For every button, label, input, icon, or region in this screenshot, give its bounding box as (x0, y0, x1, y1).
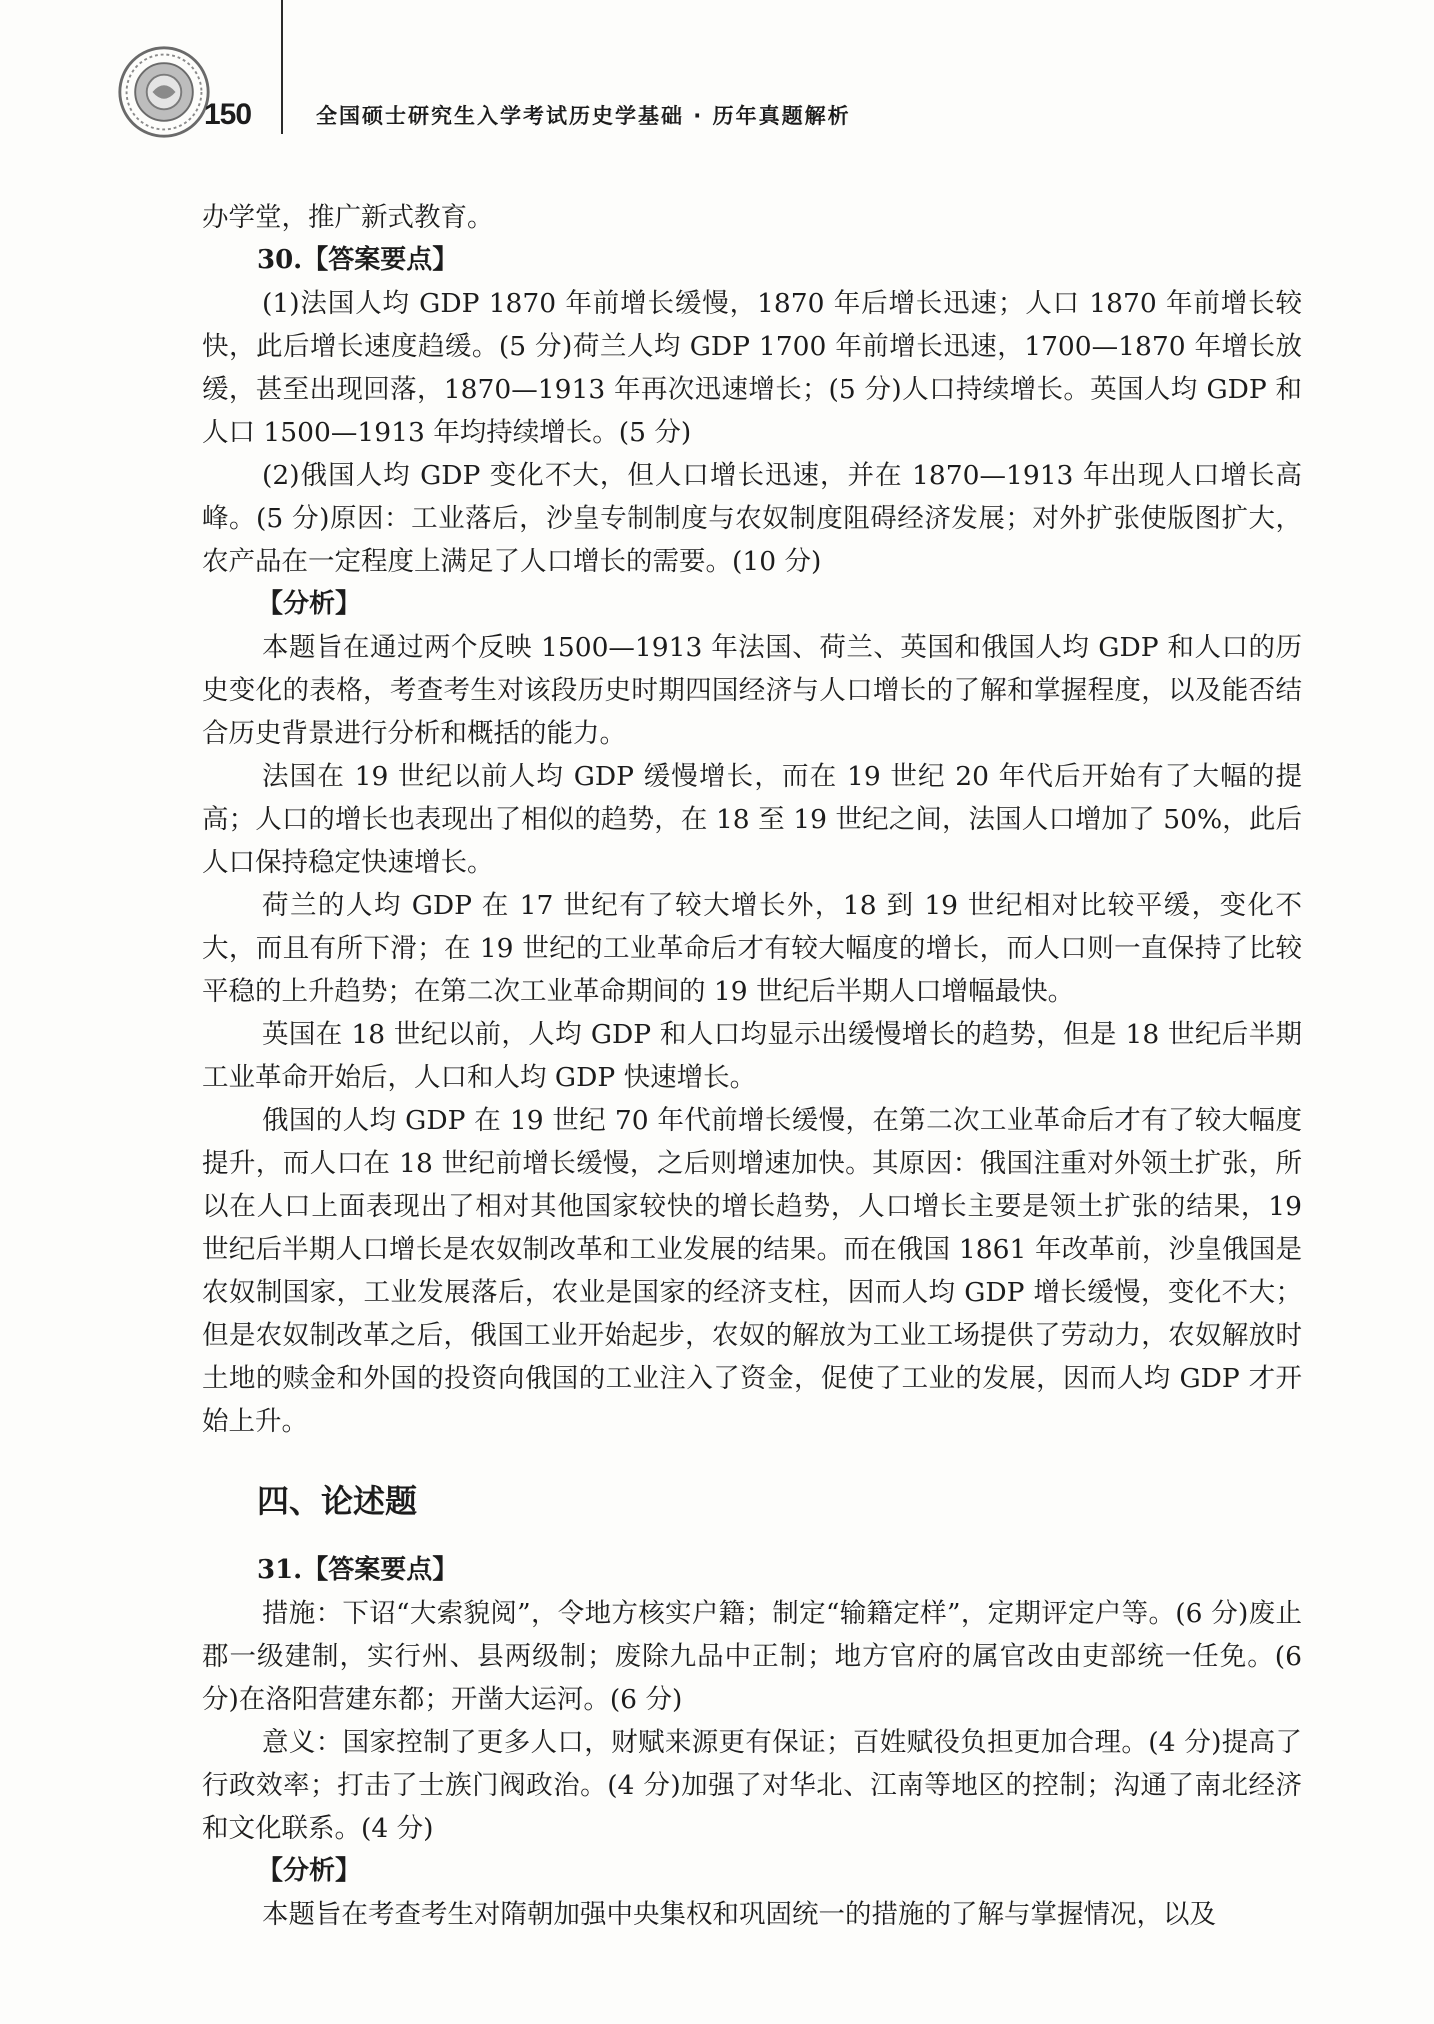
paragraph: 办学堂，推广新式教育。 (202, 202, 494, 233)
answer-heading: 31.【答案要点】 (257, 1555, 459, 1585)
answer-heading: 【分析】 (257, 589, 362, 619)
seal-emblem-icon (116, 44, 212, 140)
answer-heading: 【分析】 (257, 1856, 362, 1886)
paragraph: 措施：下诏“大索貌阅”，令地方核实户籍；制定“输籍定样”，定期评定户等。(6 分)废止郡一级建制，实行州、县两级制；废除九品中正制；地方官府的属官改由吏部统一任免。(6 分)在洛阳营建东都；开凿大运河。(6 分) (202, 1598, 1302, 1715)
paragraph: 法国在 19 世纪以前人均 GDP 缓慢增长，而在 19 世纪 20 年代后开始有了大幅的提高；人口的增长也表现出了相似的趋势，在 18 至 19 世纪之间，法国人口增加了 50%，此后人口保持稳定快速增长。 (202, 761, 1302, 878)
paragraph: (1)法国人均 GDP 1870 年前增长缓慢，1870 年后增长迅速；人口 1870 年前增长较快，此后增长速度趋缓。(5 分)荷兰人均 GDP 1700 年前增长迅速，1700—1870 年增长放缓，甚至出现回落，1870—1913 年再次迅速增长；(5 分)人口持续增长。英国人均 GDP 和人口 1500—1913 年均持续增长。(5 分) (202, 288, 1302, 448)
running-title: 全国硕士研究生入学考试历史学基础 · 历年真题解析 (316, 104, 851, 128)
section-title: 四、论述题 (257, 1482, 418, 1520)
paragraph: (2)俄国人均 GDP 变化不大，但人口增长迅速，并在 1870—1913 年出现人口增长高峰。(5 分)原因：工业落后，沙皇专制制度与农奴制度阻碍经济发展；对外扩张使版图扩大，农产品在一定程度上满足了人口增长的需要。(10 分) (202, 460, 1302, 577)
page-number: 150 (204, 98, 252, 131)
paragraph: 意义：国家控制了更多人口，财赋来源更有保证；百姓赋役负担更加合理。(4 分)提高了行政效率；打击了士族门阀政治。(4 分)加强了对华北、江南等地区的控制；沟通了南北经济和文化联系。(4 分) (202, 1727, 1302, 1844)
paragraph: 荷兰的人均 GDP 在 17 世纪有了较大增长外，18 到 19 世纪相对比较平缓，变化不大，而且有所下滑；在 19 世纪的工业革命后才有较大幅度的增长，而人口则一直保持了比较平稳的上升趋势；在第二次工业革命期间的 19 世纪后半期人口增幅最快。 (202, 890, 1302, 1007)
answer-heading: 30.【答案要点】 (257, 245, 459, 275)
paragraph: 本题旨在考查考生对隋朝加强中央集权和巩固统一的措施的了解与掌握情况，以及 (262, 1899, 1216, 1930)
paragraph: 本题旨在通过两个反映 1500—1913 年法国、荷兰、英国和俄国人均 GDP 和人口的历史变化的表格，考查考生对该段历史时期四国经济与人口增长的了解和掌握程度，以及能否结合历史背景进行分析和概括的能力。 (202, 632, 1302, 749)
paragraph: 英国在 18 世纪以前，人均 GDP 和人口均显示出缓慢增长的趋势，但是 18 世纪后半期工业革命开始后，人口和人均 GDP 快速增长。 (202, 1019, 1302, 1093)
paragraph: 俄国的人均 GDP 在 19 世纪 70 年代前增长缓慢，在第二次工业革命后才有了较大幅度提升，而人口在 18 世纪前增长缓慢，之后则增速加快。其原因：俄国注重对外领土扩张，所以在人口上面表现出了相对其他国家较快的增长趋势，人口增长主要是领土扩张的结果，19 世纪后半期人口增长是农奴制改革和工业发展的结果。而在俄国 1861 年改革前，沙皇俄国是农奴制国家，工业发展落后，农业是国家的经济支柱，因而人均 GDP 增长缓慢，变化不大；但是农奴制改革之后，俄国工业开始起步，农奴的解放为工业工场提供了劳动力，农奴解放时土地的赎金和外国的投资向俄国的工业注入了资金，促使了工业的发展，因而人均 GDP 才开始上升。 (202, 1105, 1302, 1437)
page-body (202, 196, 1302, 1936)
header-divider (281, 0, 283, 134)
